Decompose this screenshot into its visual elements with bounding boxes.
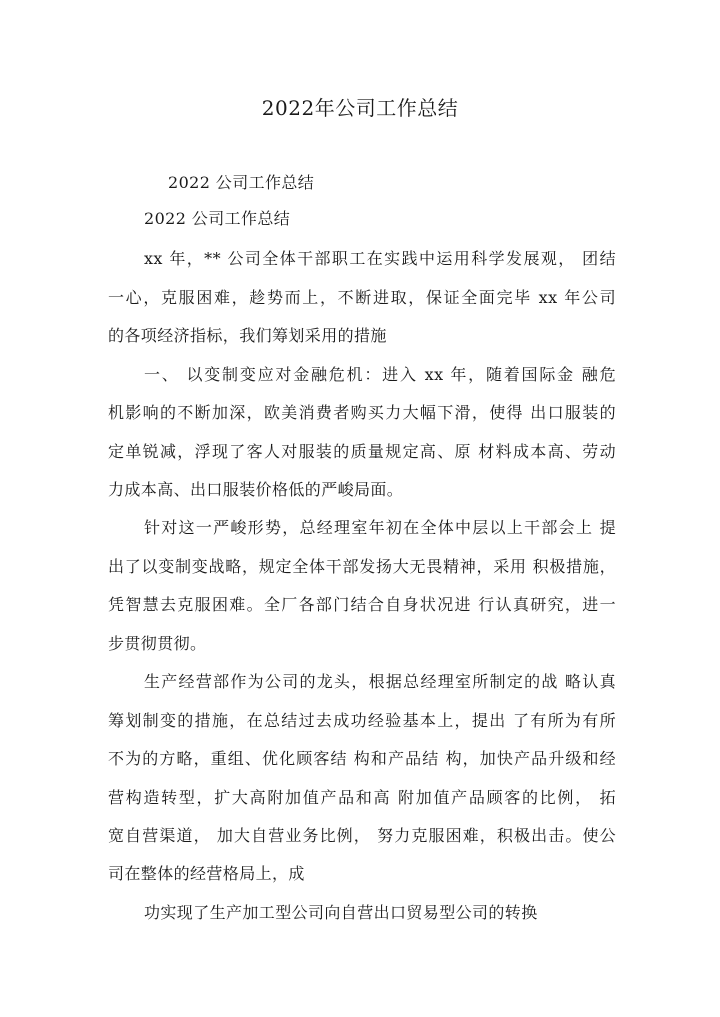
paragraph-line: 力成本高、出口服装价格低的严峻局面。 bbox=[108, 480, 404, 499]
paragraph-line: 生产经营部作为公司的龙头，根据总经理室所制定的战 略认真 bbox=[144, 672, 616, 691]
paragraph-line: 不为的方略，重组、优化顾客结 构和产品结 构，加快产品升级和经 bbox=[108, 749, 616, 768]
document-title: 2022年公司工作总结 bbox=[261, 96, 459, 120]
paragraph-line: 定单锐减，浮现了客人对服装的质量规定高、原 材料成本高、劳动 bbox=[108, 442, 616, 461]
paragraph-line: 凭智慧去克服困难。全厂各部门结合自身状况进 行认真研究，进一 bbox=[108, 595, 616, 614]
subtitle-line: 2022 公司工作总结 bbox=[168, 173, 315, 192]
paragraph-line: xx 年，** 公司全体干部职工在实践中运用科学发展观， 团结 bbox=[144, 249, 616, 268]
paragraph-line: 出了以变制变战略，规定全体干部发扬大无畏精神，采用 积极措施， bbox=[108, 557, 616, 576]
paragraph-line: 营构造转型，扩大高附加值产品和高 附加值产品顾客的比例， 拓 bbox=[108, 788, 616, 807]
paragraph-line: 司在整体的经营格局上，成 bbox=[108, 864, 305, 883]
paragraph-line: 筹划制变的措施，在总结过去成功经验基本上，提出 了有所为有所 bbox=[108, 711, 616, 730]
paragraph-line: 功实现了生产加工型公司向自营出口贸易型公司的转换 bbox=[144, 903, 538, 922]
paragraph-line: 一心，克服困难，趁势而上，不断进取，保证全面完毕 xx 年公司 bbox=[108, 288, 616, 307]
paragraph-line: 一、 以变制变应对金融危机：进入 xx 年，随着国际金 融危 bbox=[144, 365, 616, 384]
paragraph-line: 宽自营渠道， 加大自营业务比例， 努力克服困难，积极出击。使公 bbox=[108, 826, 616, 845]
paragraph-line: 的各项经济指标，我们筹划采用的措施 bbox=[108, 326, 387, 345]
paragraph-line: 机影响的不断加深，欧美消费者购买力大幅下滑，使得 出口服装的 bbox=[108, 403, 616, 422]
paragraph-line: 步贯彻贯彻。 bbox=[108, 634, 207, 653]
subtitle-line: 2022 公司工作总结 bbox=[144, 209, 291, 228]
paragraph-line: 针对这一严峻形势，总经理室年初在全体中层以上干部会上 提 bbox=[144, 518, 616, 537]
